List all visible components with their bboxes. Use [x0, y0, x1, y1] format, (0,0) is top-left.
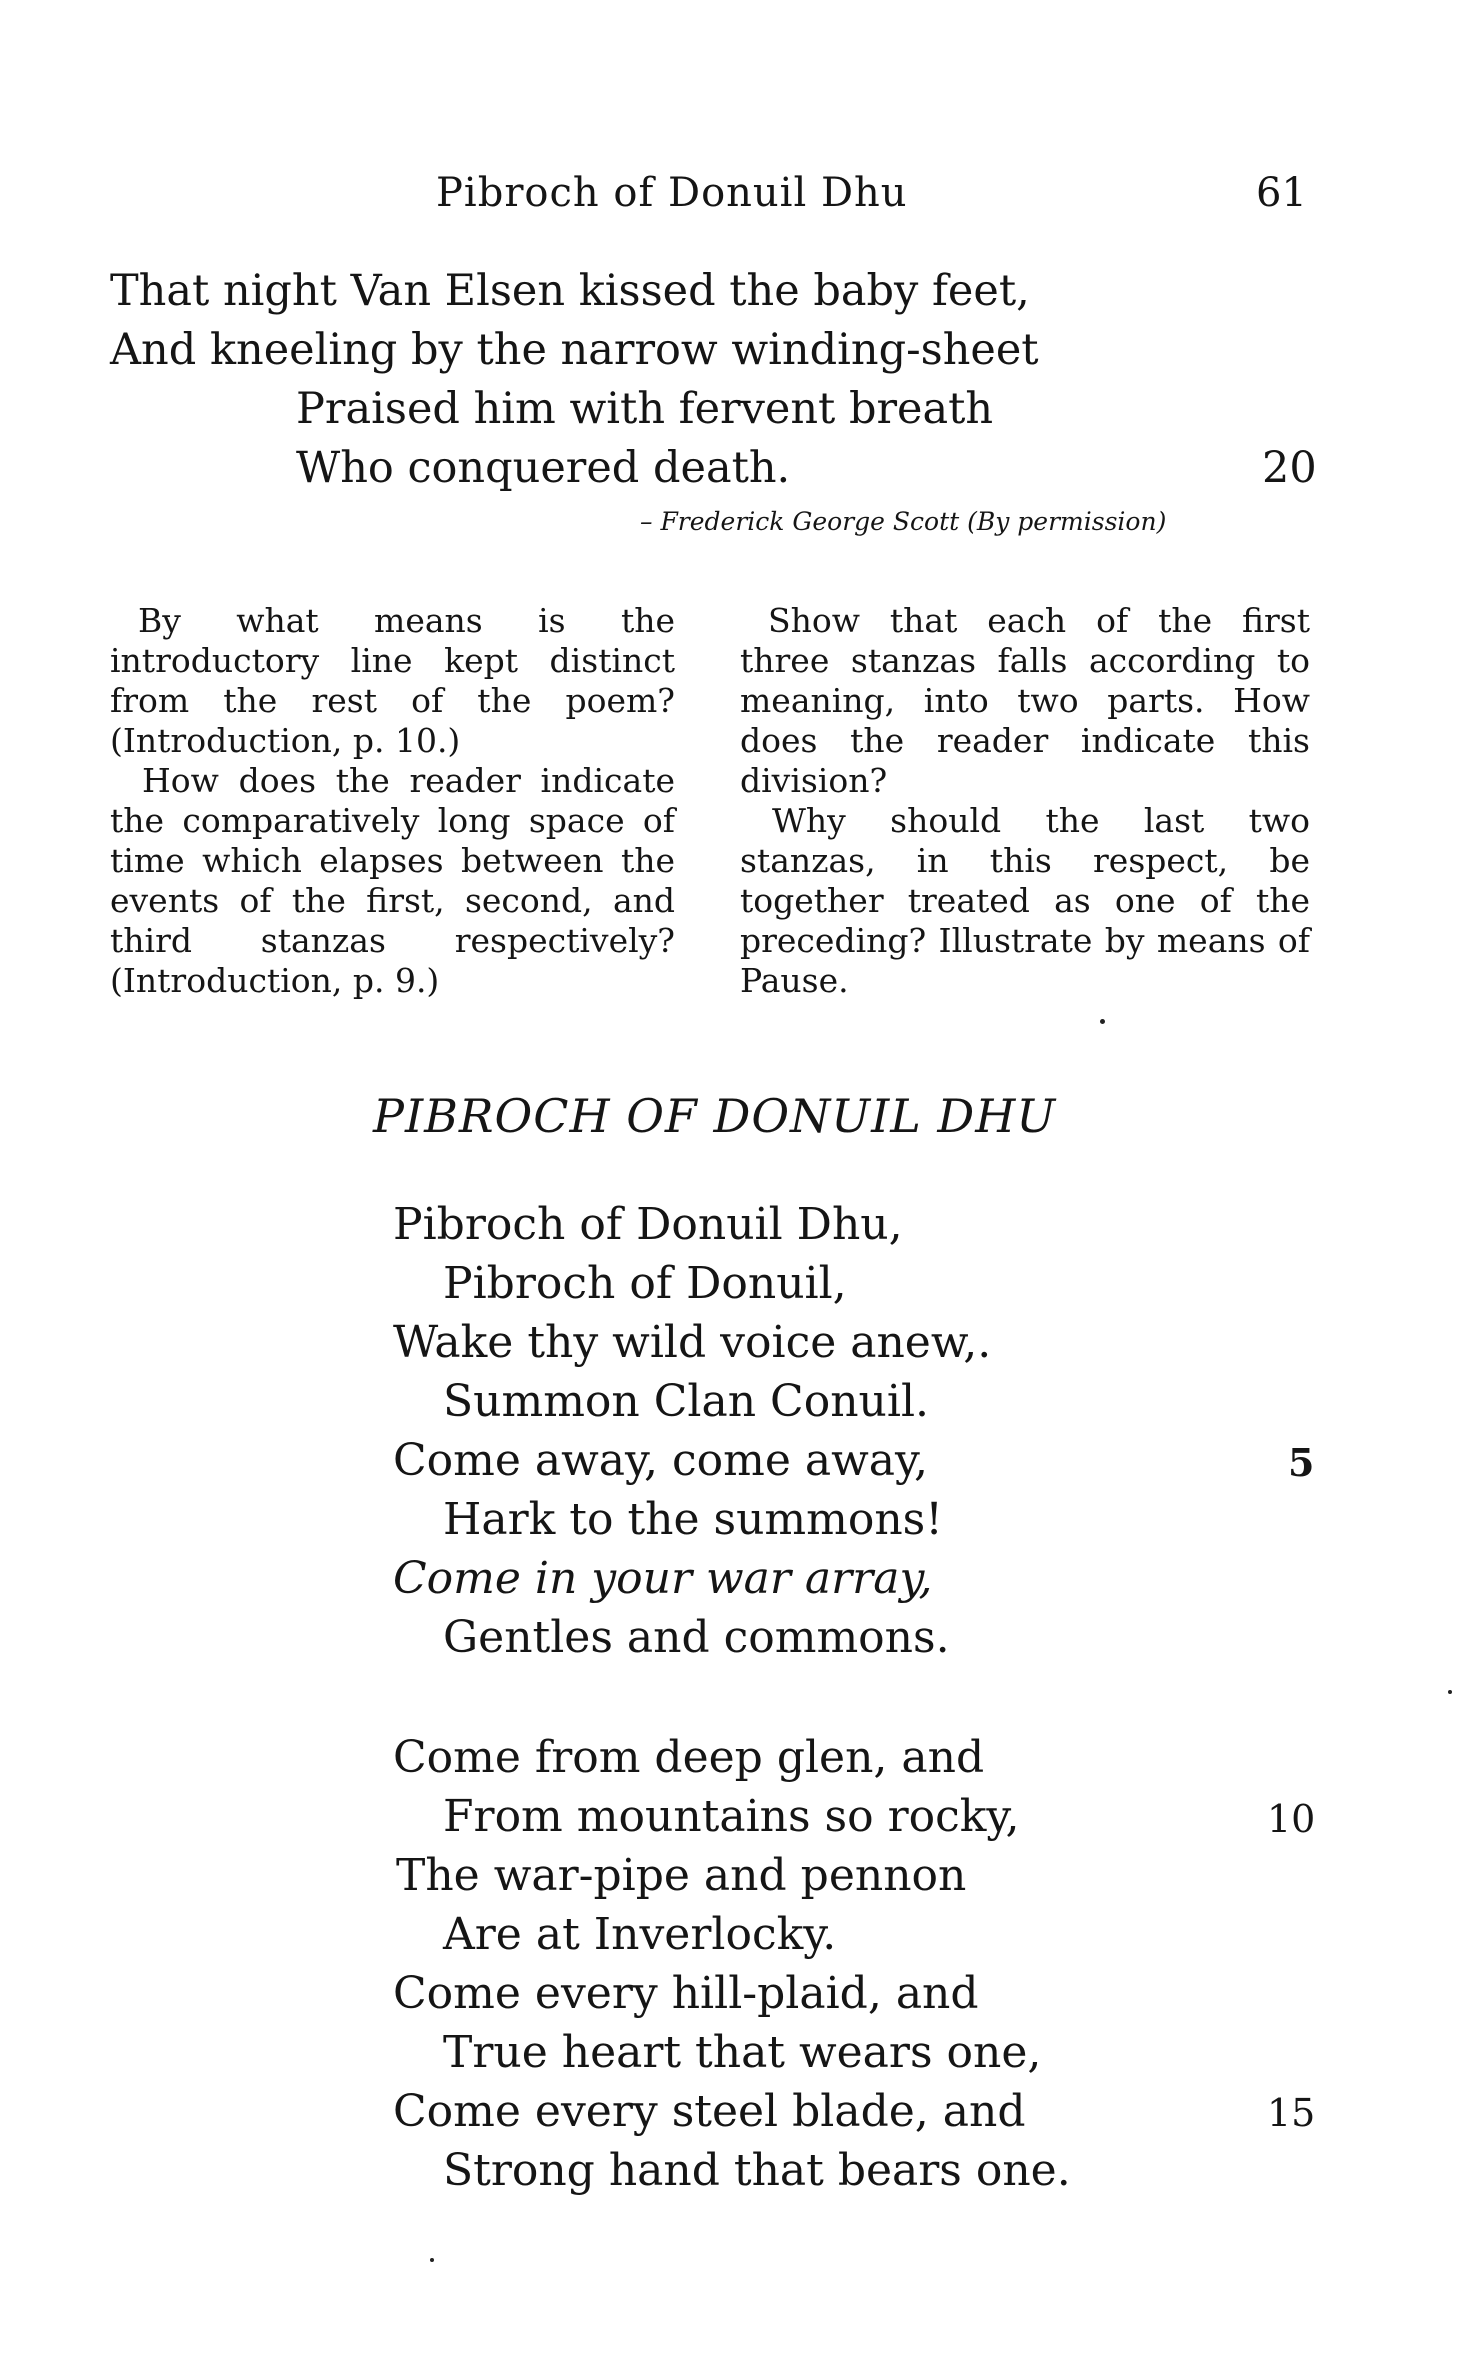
previous-poem-line-3: Praised him with fervent breath — [296, 384, 994, 434]
poem-line-9: Come from deep glen, and — [393, 1732, 985, 1783]
poem-line-5: Come away, come away, — [393, 1435, 929, 1486]
attribution: – Frederick George Scott (By permission) — [640, 507, 1167, 536]
stray-mark-margin — [1448, 1690, 1452, 1694]
poem-line-8: Gentles and commons. — [443, 1612, 950, 1663]
line-number-5: 5 — [1288, 1440, 1315, 1485]
question-right-1: Show that each of the first three stanzas falls according to meaning, into two parts. How does the reader indicate this division? — [740, 601, 1310, 800]
question-left-2: How does the reader indicate the comparatively long space of time which elapses between the events of the first, second, and third stanzas respectively? (Introduction, p. 9.) — [110, 761, 675, 1000]
stray-mark — [1100, 1019, 1105, 1024]
previous-poem-line-2: And kneeling by the narrow winding-sheet — [110, 325, 1039, 375]
line-number-10: 10 — [1267, 1797, 1316, 1841]
poem-line-13: Come every hill-plaid, and — [393, 1968, 979, 2019]
question-left-1: By what means is the introductory line kept distinct from the rest of the poem? (Introduction, p. 10.) — [110, 601, 675, 760]
line-number-15: 15 — [1267, 2091, 1316, 2135]
poem-line-14: True heart that wears one, — [443, 2027, 1042, 2078]
questions-left-column — [110, 601, 675, 1001]
poem-line-1: Pibroch of Donuil Dhu, — [393, 1199, 903, 1250]
poem-line-2: Pibroch of Donuil, — [443, 1258, 847, 1309]
stray-mark-bottom — [430, 2258, 434, 2262]
poem-line-15: Come every steel blade, and — [393, 2086, 1026, 2137]
previous-poem-line-4: Who conquered death. — [296, 443, 791, 493]
running-head-title: Pibroch of Donuil Dhu — [436, 170, 908, 216]
poem-line-4: Summon Clan Conuil. — [443, 1376, 929, 1427]
poem-line-12: Are at Inverlocky. — [443, 1909, 837, 1960]
poem-line-6: Hark to the summons! — [443, 1494, 943, 1545]
poem-line-16: Strong hand that bears one. — [443, 2145, 1071, 2196]
poem-title: PIBROCH OF DONUIL DHU — [373, 1089, 1057, 1143]
line-number-20: 20 — [1262, 443, 1317, 493]
poem-line-11: The war-pipe and pennon — [396, 1850, 967, 1901]
question-right-2: Why should the last two stanzas, in this respect, be together treated as one of the preceding? Illustrate by means of Pause. — [740, 801, 1310, 1000]
previous-poem-line-1: That night Van Elsen kissed the baby feet, — [110, 266, 1030, 316]
page-number: 61 — [1256, 170, 1307, 216]
poem-line-3: Wake thy wild voice anew,. — [393, 1317, 992, 1368]
poem-line-10: From mountains so rocky, — [443, 1791, 1020, 1842]
poem-line-7: Come in your war array, — [393, 1553, 933, 1604]
questions-right-column — [740, 601, 1310, 1001]
